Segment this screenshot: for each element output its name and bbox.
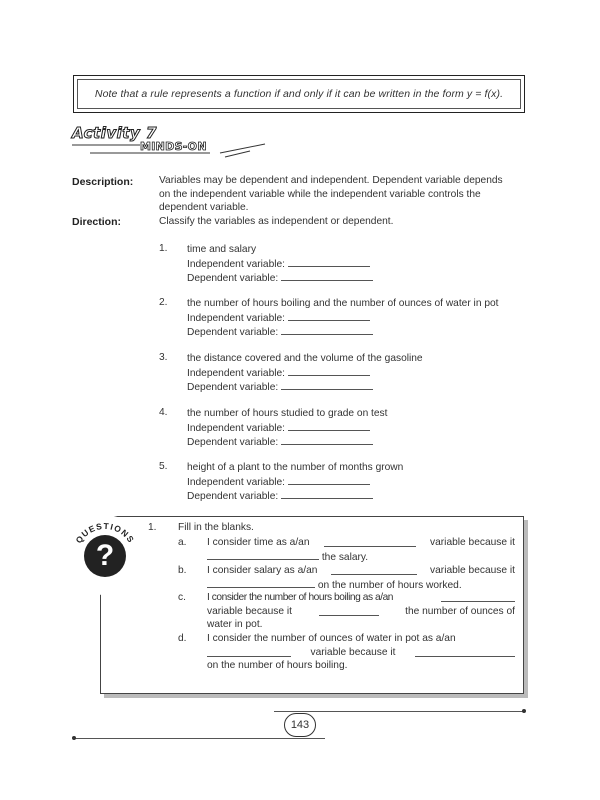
question-d [207, 632, 515, 673]
question-a-part2: variable because it [430, 537, 515, 548]
question-mark-icon: ? [84, 535, 126, 577]
question-c [207, 591, 515, 632]
item-number: 5. [159, 461, 168, 472]
independent-label: Independent variable: [187, 422, 285, 434]
question-c-part1: I consider the number of hours boiling as a/an [207, 592, 394, 603]
note-text-after: . [500, 88, 504, 100]
item-text: the number of hours boiling and the number of ounces of water in pot [187, 298, 499, 309]
item-text: the distance covered and the volume of the gasoline [187, 353, 423, 364]
item-2 [159, 297, 529, 340]
description-text [159, 174, 527, 215]
question-c-part4: water in pot. [207, 619, 263, 630]
question-c-letter: c. [178, 592, 186, 603]
page-number: 143 [284, 713, 316, 737]
question-a-blank1[interactable] [324, 537, 416, 547]
question-b [207, 564, 515, 592]
dependent-blank[interactable] [281, 271, 373, 281]
dependent-label: Dependent variable: [187, 437, 279, 448]
question-b-part3: on the number of hours worked. [317, 579, 462, 591]
question-a-blank2[interactable] [207, 550, 319, 560]
question-b-part1: I consider salary as a/an [207, 565, 318, 576]
independent-blank[interactable] [288, 421, 370, 431]
independent-label: Independent variable: [187, 258, 285, 270]
independent-blank[interactable] [288, 257, 370, 267]
question-b-part2: variable because it [430, 565, 515, 576]
question-c-blank2[interactable] [319, 606, 379, 616]
question-d-blank2[interactable] [415, 647, 515, 657]
independent-label: Independent variable: [187, 367, 285, 379]
independent-label: Independent variable: [187, 312, 285, 324]
question-c-blank1[interactable] [441, 592, 515, 602]
description-label: Description: [72, 176, 134, 188]
dependent-blank[interactable] [281, 489, 373, 499]
item-number: 4. [159, 407, 168, 418]
activity-header-lines [70, 138, 270, 160]
dependent-blank[interactable] [281, 325, 373, 335]
independent-label: Independent variable: [187, 476, 285, 488]
question-a-part1: I consider time as a/an [207, 537, 310, 548]
item-text: time and salary [187, 244, 257, 255]
item-1 [159, 243, 529, 286]
independent-blank[interactable] [288, 366, 370, 376]
note-text-before: Note that a rule represents a function if and only if it can be written in the form [94, 88, 464, 100]
question-prompt: Fill in the blanks. [178, 522, 254, 533]
question-c-part3: the number of ounces of [405, 605, 515, 617]
note-formula: y = f(x) [466, 88, 501, 100]
dependent-label: Dependent variable: [187, 382, 279, 393]
question-a-letter: a. [178, 537, 187, 548]
item-5 [159, 461, 529, 504]
item-4 [159, 407, 529, 450]
question-b-blank2[interactable] [207, 578, 315, 588]
item-number: 3. [159, 352, 168, 363]
independent-blank[interactable] [288, 475, 370, 485]
footer-dot-left [72, 736, 76, 740]
questions-word-text: QUESTIONS [73, 520, 137, 546]
item-text: height of a plant to the number of months grown [187, 462, 404, 473]
question-a [207, 536, 515, 564]
description-line-2: on the independent variable while the independent variable controls the [159, 188, 481, 200]
footer-dot-right [522, 709, 526, 713]
question-d-part2: variable because it [310, 646, 396, 658]
question-d-letter: d. [178, 633, 187, 644]
question-number: 1. [148, 522, 157, 533]
direction-label: Direction: [72, 216, 122, 228]
item-number: 1. [159, 243, 168, 254]
activity-subtitle: MINDS-ON [140, 140, 207, 153]
dependent-label: Dependent variable: [187, 491, 279, 502]
question-d-blank1[interactable] [207, 647, 291, 657]
item-text: the number of hours studied to grade on test [187, 408, 388, 419]
question-d-part3: on the number of hours boiling. [207, 660, 348, 671]
item-3 [159, 352, 529, 395]
footer-line-top [274, 711, 524, 712]
question-b-blank1[interactable] [331, 565, 417, 575]
independent-blank[interactable] [288, 311, 370, 321]
dependent-label: Dependent variable: [187, 273, 279, 284]
activity-title: Activity 7 [72, 124, 157, 142]
question-d-part1: I consider the number of ounces of water in pot as a/an [207, 633, 456, 644]
question-a-part3: the salary. [321, 551, 369, 563]
description-line-3: dependent variable. [159, 202, 249, 213]
dependent-label: Dependent variable: [187, 327, 279, 338]
note-text [77, 79, 521, 109]
description-line-1: Variables may be dependent and independent. Dependent variable depends [159, 175, 503, 186]
note-box [73, 75, 525, 113]
question-b-letter: b. [178, 565, 187, 576]
question-c-part2: variable because it [207, 605, 292, 617]
item-number: 2. [159, 297, 168, 308]
dependent-blank[interactable] [281, 435, 373, 445]
footer-line-bottom [75, 738, 325, 739]
dependent-blank[interactable] [281, 380, 373, 390]
direction-text: Classify the variables as independent or dependent. [159, 216, 394, 227]
